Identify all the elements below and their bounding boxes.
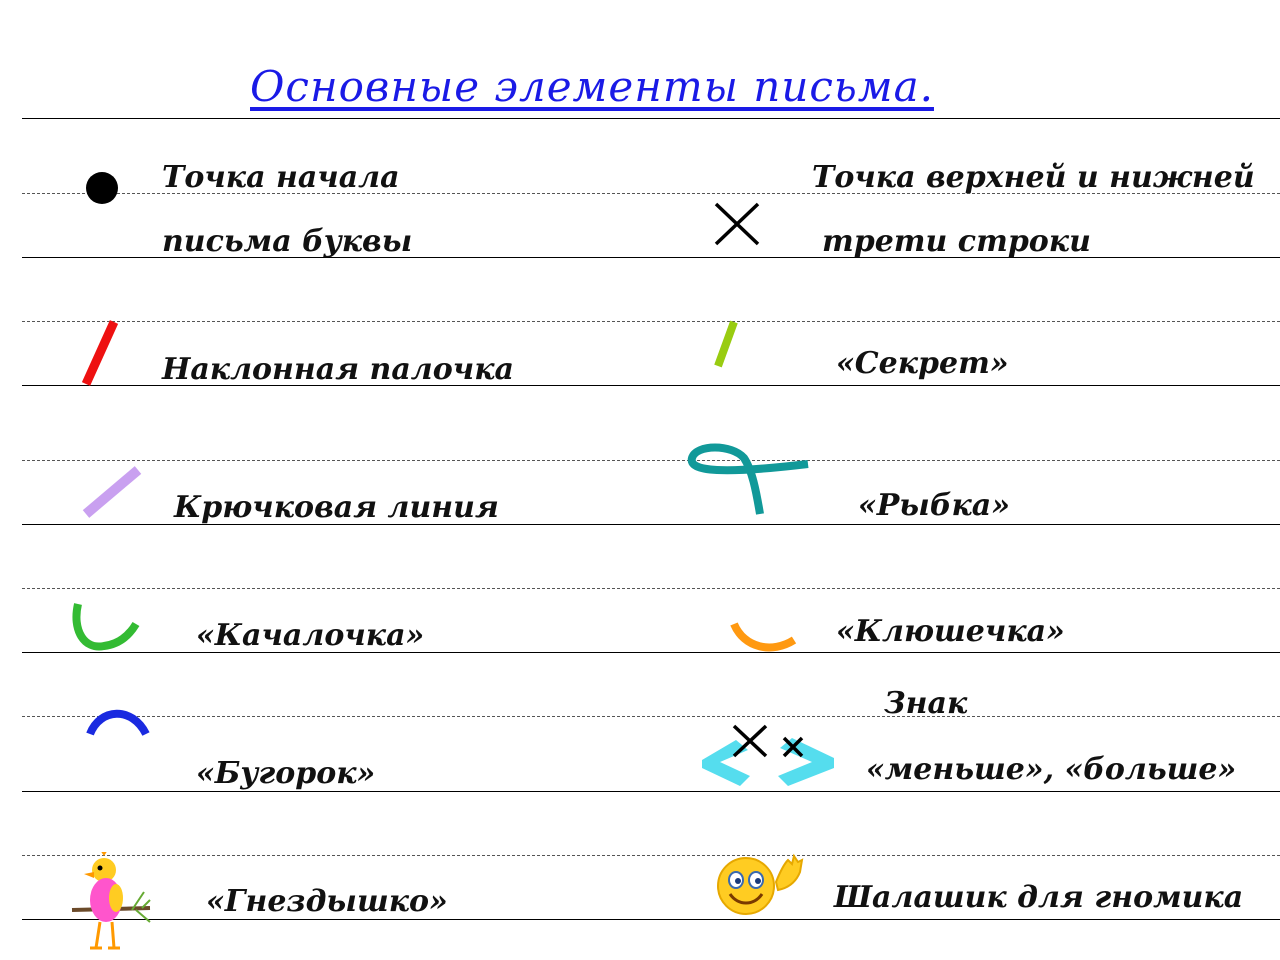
label-club: «Клюшечка» <box>836 614 1065 649</box>
rule-dashed <box>22 716 1280 717</box>
black-dot-icon <box>84 170 120 206</box>
label-hut: Шалашик для гномика <box>834 880 1244 915</box>
label-third-point-line1: Точка верхней и нижней <box>812 160 1255 195</box>
label-secret: «Секрет» <box>836 346 1009 381</box>
rule-dashed <box>22 321 1280 322</box>
slanted-stick-icon <box>76 318 122 390</box>
label-start-point-line1: Точка начала <box>162 160 400 195</box>
less-greater-sign-icon <box>696 718 840 788</box>
rocker-icon <box>68 600 144 656</box>
label-sign-line2: «меньше», «больше» <box>866 752 1237 787</box>
label-nest: «Гнездышко» <box>206 884 448 919</box>
rule-dashed <box>22 855 1280 856</box>
label-hump: «Бугорок» <box>196 756 376 791</box>
bird-icon <box>70 852 154 956</box>
club-icon <box>728 618 800 658</box>
rule-solid <box>22 118 1280 119</box>
rule-dashed <box>22 460 1280 461</box>
label-hook-line: Крючковая линия <box>174 490 499 525</box>
label-sign-line1: Знак <box>884 686 968 721</box>
rule-solid <box>22 919 1280 920</box>
fish-loop-icon <box>684 440 814 520</box>
hump-icon <box>84 704 154 744</box>
secret-stick-icon <box>706 318 742 370</box>
label-rocker: «Качалочка» <box>196 618 425 653</box>
page-title: Основные элементы письма. <box>250 62 934 111</box>
smiley-icon <box>714 852 810 918</box>
cross-mark-icon <box>712 200 762 248</box>
label-fish: «Рыбка» <box>858 488 1010 523</box>
label-slanted-stick: Наклонная палочка <box>162 352 514 387</box>
label-third-point-line2: трети строки <box>822 224 1091 259</box>
rule-dashed <box>22 588 1280 589</box>
hook-line-icon <box>78 462 148 522</box>
label-start-point-line2: письма буквы <box>162 224 413 259</box>
rule-solid <box>22 791 1280 792</box>
